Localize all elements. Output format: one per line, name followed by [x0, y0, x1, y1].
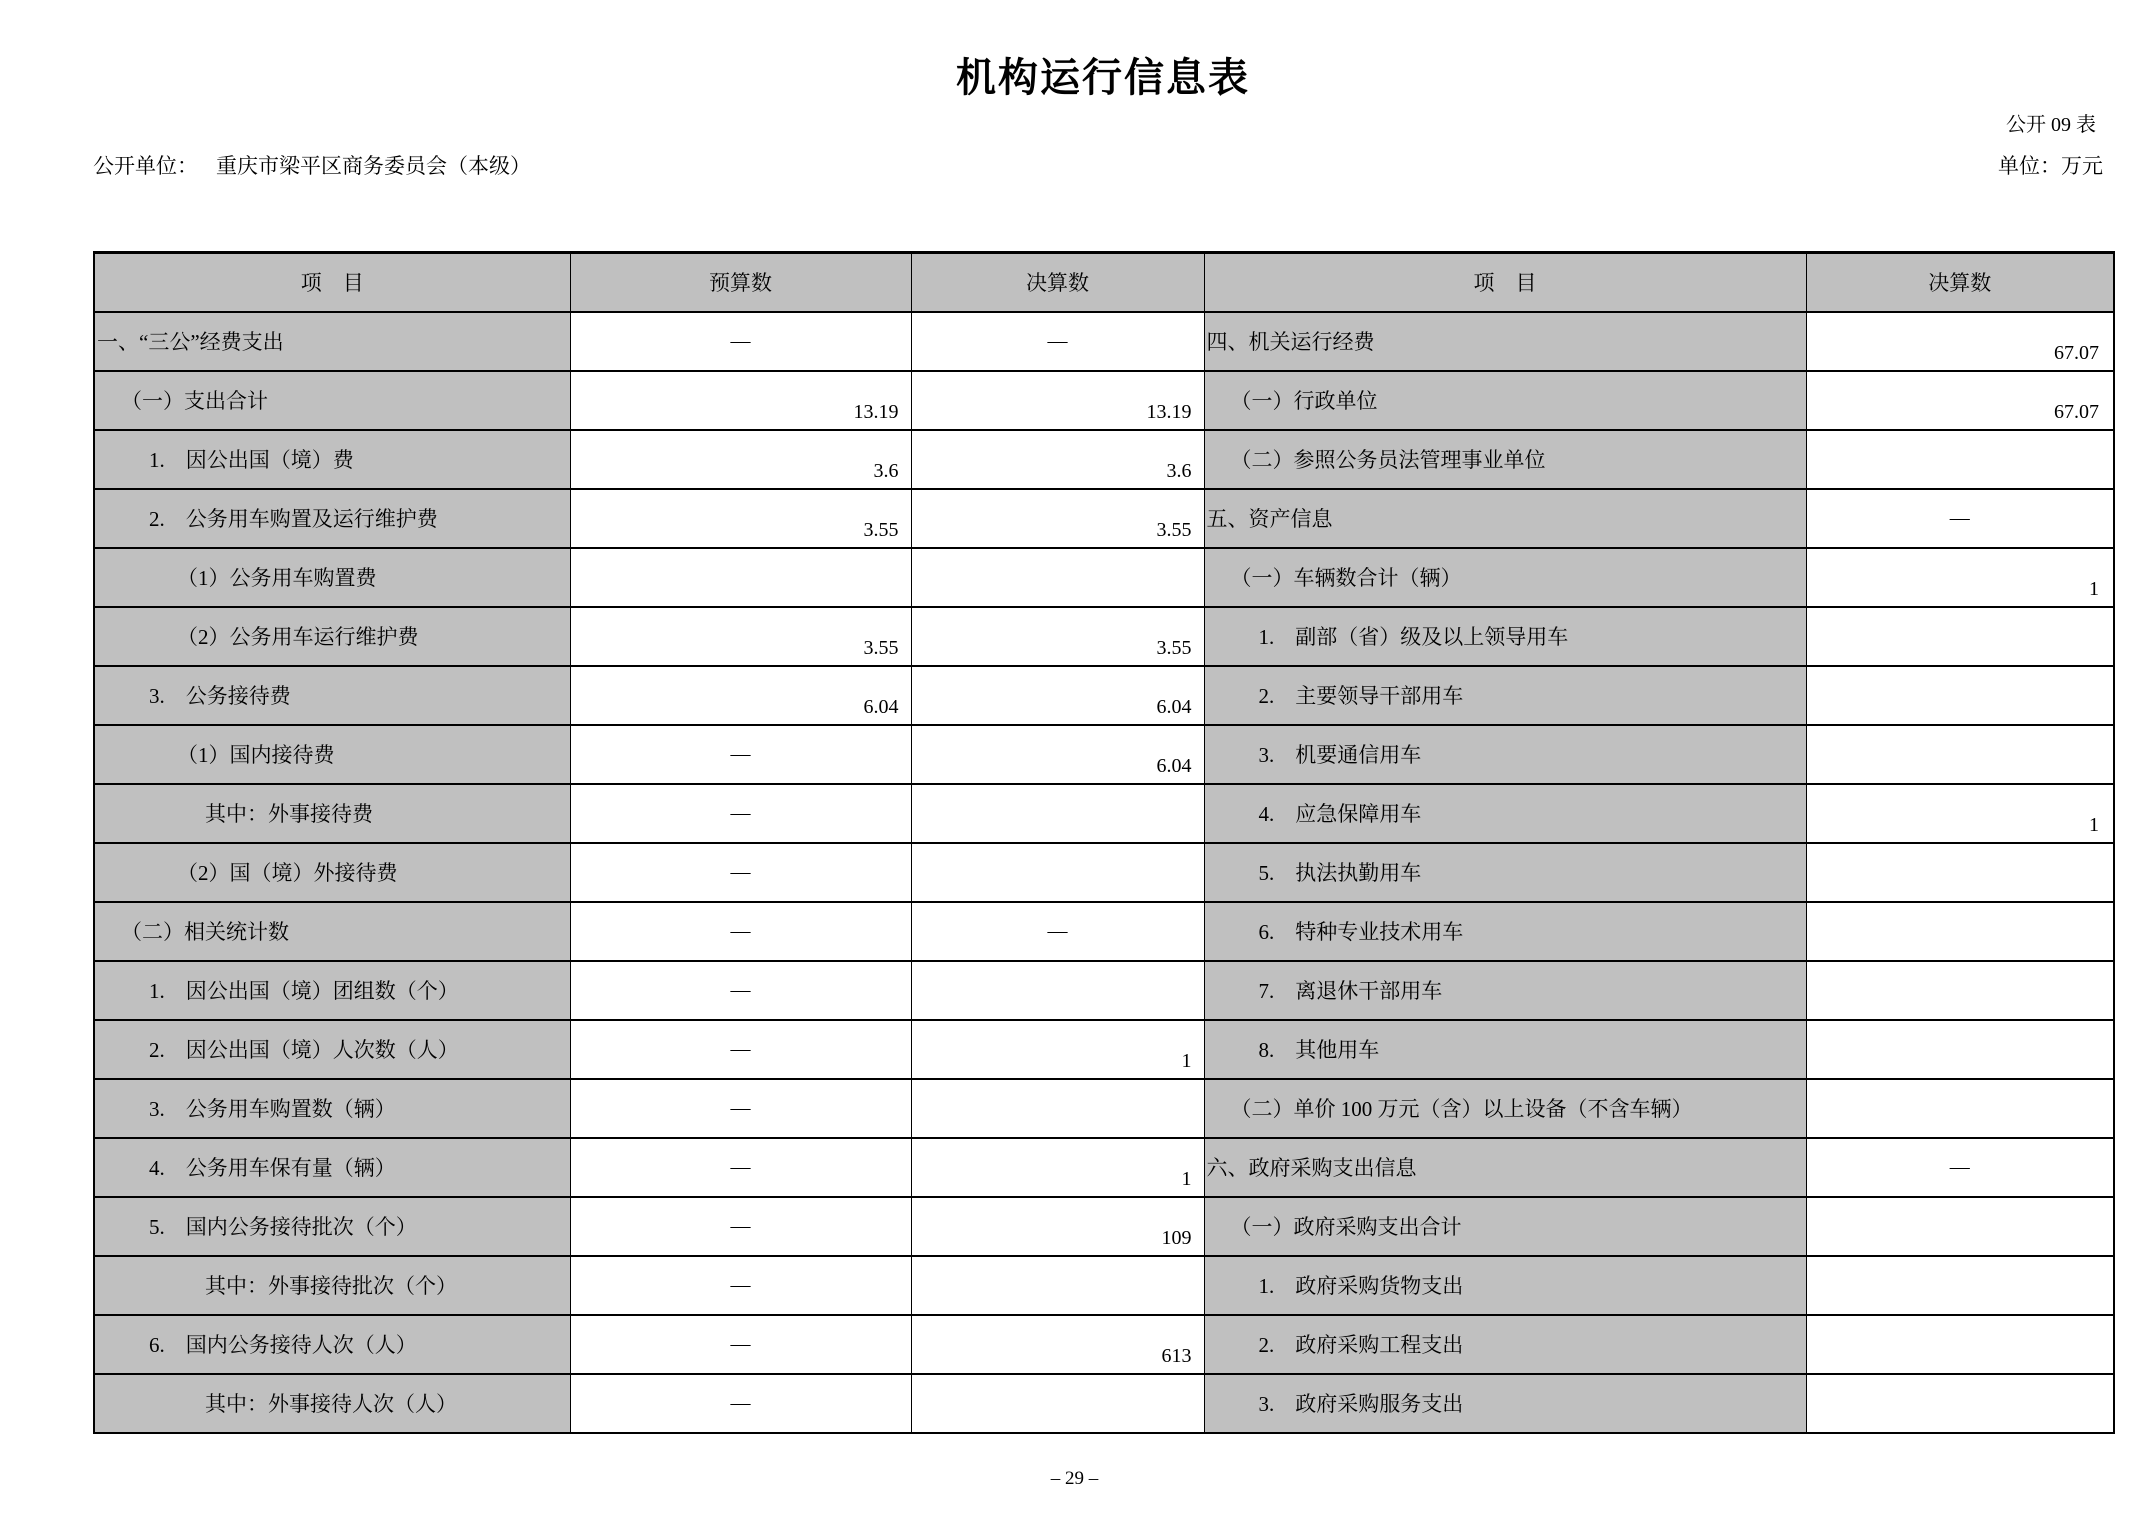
budget-value-cell: 3.6 — [570, 430, 911, 489]
final-value-cell: 3.6 — [911, 430, 1204, 489]
header-item-left: 项 目 — [94, 253, 570, 312]
left-item-cell: （1）公务用车购置费 — [94, 548, 570, 607]
final-value-cell: 3.55 — [911, 489, 1204, 548]
final-value-cell — [911, 1256, 1204, 1315]
budget-value-cell: — — [570, 1315, 911, 1374]
budget-value-cell: 6.04 — [570, 666, 911, 725]
left-item-cell: 3. 公务接待费 — [94, 666, 570, 725]
budget-value-cell: — — [570, 1079, 911, 1138]
right-item-cell: 2. 主要领导干部用车 — [1204, 666, 1806, 725]
budget-value-cell: — — [570, 312, 911, 371]
left-item-cell: （2）国（境）外接待费 — [94, 843, 570, 902]
budget-value-cell — [570, 548, 911, 607]
final-value-cell — [911, 784, 1204, 843]
final-value-cell: — — [911, 312, 1204, 371]
final-value-cell: 13.19 — [911, 371, 1204, 430]
right-final-value-cell: 67.07 — [1806, 312, 2114, 371]
left-item-cell: 4. 公务用车保有量（辆） — [94, 1138, 570, 1197]
table-row — [94, 548, 2114, 607]
table-row — [94, 784, 2114, 843]
final-value-cell — [911, 1079, 1204, 1138]
right-item-cell: 7. 离退休干部用车 — [1204, 961, 1806, 1020]
meta-line — [93, 150, 2103, 180]
right-item-cell: （一）政府采购支出合计 — [1204, 1197, 1806, 1256]
budget-value-cell: — — [570, 843, 911, 902]
left-item-cell: 其中：外事接待人次（人） — [94, 1374, 570, 1433]
table-row — [94, 1020, 2114, 1079]
right-final-value-cell — [1806, 430, 2114, 489]
right-item-cell: 5. 执法执勤用车 — [1204, 843, 1806, 902]
right-final-value-cell — [1806, 1020, 2114, 1079]
budget-value-cell: — — [570, 902, 911, 961]
form-code: 公开 09 表 — [2006, 114, 2096, 136]
institution-operation-table — [93, 251, 2115, 1434]
header-final-right: 决算数 — [1806, 253, 2114, 312]
table-header-row — [94, 253, 2114, 312]
table-row — [94, 1197, 2114, 1256]
right-item-cell: 3. 政府采购服务支出 — [1204, 1374, 1806, 1433]
right-final-value-cell — [1806, 1315, 2114, 1374]
header-item-right: 项 目 — [1204, 253, 1806, 312]
budget-value-cell: — — [570, 1374, 911, 1433]
left-item-cell: （二）相关统计数 — [94, 902, 570, 961]
left-item-cell: 3. 公务用车购置数（辆） — [94, 1079, 570, 1138]
header-budget: 预算数 — [570, 253, 911, 312]
budget-value-cell: — — [570, 961, 911, 1020]
table-row — [94, 843, 2114, 902]
right-final-value-cell — [1806, 902, 2114, 961]
right-final-value-cell — [1806, 607, 2114, 666]
right-item-cell: 1. 副部（省）级及以上领导用车 — [1204, 607, 1806, 666]
table-row — [94, 725, 2114, 784]
right-final-value-cell — [1806, 843, 2114, 902]
left-item-cell: （1）国内接待费 — [94, 725, 570, 784]
right-final-value-cell — [1806, 1256, 2114, 1315]
right-item-cell: 6. 特种专业技术用车 — [1204, 902, 1806, 961]
right-item-cell: （一）行政单位 — [1204, 371, 1806, 430]
right-final-value-cell — [1806, 725, 2114, 784]
table-row — [94, 371, 2114, 430]
final-value-cell — [911, 1374, 1204, 1433]
budget-value-cell: — — [570, 1020, 911, 1079]
table-row — [94, 1079, 2114, 1138]
table-row — [94, 1138, 2114, 1197]
right-final-value-cell: — — [1806, 489, 2114, 548]
left-item-cell: 其中：外事接待费 — [94, 784, 570, 843]
final-value-cell — [911, 548, 1204, 607]
right-final-value-cell: 1 — [1806, 548, 2114, 607]
left-item-cell: 一、“三公”经费支出 — [94, 312, 570, 371]
table-row — [94, 607, 2114, 666]
table-row — [94, 312, 2114, 371]
budget-value-cell: — — [570, 1197, 911, 1256]
table-row — [94, 489, 2114, 548]
right-item-cell: （二）参照公务员法管理事业单位 — [1204, 430, 1806, 489]
budget-value-cell: 13.19 — [570, 371, 911, 430]
budget-value-cell: 3.55 — [570, 607, 911, 666]
table-row — [94, 1315, 2114, 1374]
left-item-cell: 1. 因公出国（境）团组数（个） — [94, 961, 570, 1020]
budget-value-cell: — — [570, 725, 911, 784]
header-final-left: 决算数 — [911, 253, 1204, 312]
right-item-cell: 8. 其他用车 — [1204, 1020, 1806, 1079]
final-value-cell: 6.04 — [911, 725, 1204, 784]
final-value-cell: 1 — [911, 1020, 1204, 1079]
right-final-value-cell — [1806, 1197, 2114, 1256]
right-final-value-cell — [1806, 961, 2114, 1020]
budget-value-cell: — — [570, 784, 911, 843]
final-value-cell: 3.55 — [911, 607, 1204, 666]
left-item-cell: 2. 公务用车购置及运行维护费 — [94, 489, 570, 548]
left-item-cell: 其中：外事接待批次（个） — [94, 1256, 570, 1315]
right-item-cell: 四、机关运行经费 — [1204, 312, 1806, 371]
final-value-cell: 6.04 — [911, 666, 1204, 725]
budget-value-cell: — — [570, 1138, 911, 1197]
final-value-cell: 1 — [911, 1138, 1204, 1197]
table-row — [94, 1256, 2114, 1315]
final-value-cell — [911, 961, 1204, 1020]
public-unit-label: 公开单位： — [93, 154, 198, 178]
right-final-value-cell — [1806, 666, 2114, 725]
table-row — [94, 666, 2114, 725]
right-final-value-cell: 67.07 — [1806, 371, 2114, 430]
left-item-cell: （2）公务用车运行维护费 — [94, 607, 570, 666]
final-value-cell: — — [911, 902, 1204, 961]
right-item-cell: （二）单价 100 万元（含）以上设备（不含车辆） — [1204, 1079, 1806, 1138]
right-item-cell: 六、政府采购支出信息 — [1204, 1138, 1806, 1197]
right-item-cell: （一）车辆数合计（辆） — [1204, 548, 1806, 607]
table-body — [94, 312, 2114, 1433]
right-item-cell: 1. 政府采购货物支出 — [1204, 1256, 1806, 1315]
table-row — [94, 902, 2114, 961]
table-row — [94, 430, 2114, 489]
table-row — [94, 961, 2114, 1020]
table-row — [94, 1374, 2114, 1433]
final-value-cell — [911, 843, 1204, 902]
page-number: – 29 – — [1050, 1468, 1099, 1489]
right-item-cell: 3. 机要通信用车 — [1204, 725, 1806, 784]
right-item-cell: 4. 应急保障用车 — [1204, 784, 1806, 843]
public-unit-name: 重庆市梁平区商务委员会（本级） — [216, 154, 531, 178]
final-value-cell: 109 — [911, 1197, 1204, 1256]
final-value-cell: 613 — [911, 1315, 1204, 1374]
left-item-cell: 2. 因公出国（境）人次数（人） — [94, 1020, 570, 1079]
right-final-value-cell — [1806, 1374, 2114, 1433]
page-title: 机构运行信息表 — [956, 55, 1250, 100]
left-item-cell: （一）支出合计 — [94, 371, 570, 430]
left-item-cell: 1. 因公出国（境）费 — [94, 430, 570, 489]
budget-value-cell: 3.55 — [570, 489, 911, 548]
right-final-value-cell: — — [1806, 1138, 2114, 1197]
left-item-cell: 5. 国内公务接待批次（个） — [94, 1197, 570, 1256]
currency-note: 单位：万元 — [1998, 154, 2103, 178]
right-final-value-cell: 1 — [1806, 784, 2114, 843]
right-item-cell: 五、资产信息 — [1204, 489, 1806, 548]
right-item-cell: 2. 政府采购工程支出 — [1204, 1315, 1806, 1374]
budget-value-cell: — — [570, 1256, 911, 1315]
left-item-cell: 6. 国内公务接待人次（人） — [94, 1315, 570, 1374]
right-final-value-cell — [1806, 1079, 2114, 1138]
